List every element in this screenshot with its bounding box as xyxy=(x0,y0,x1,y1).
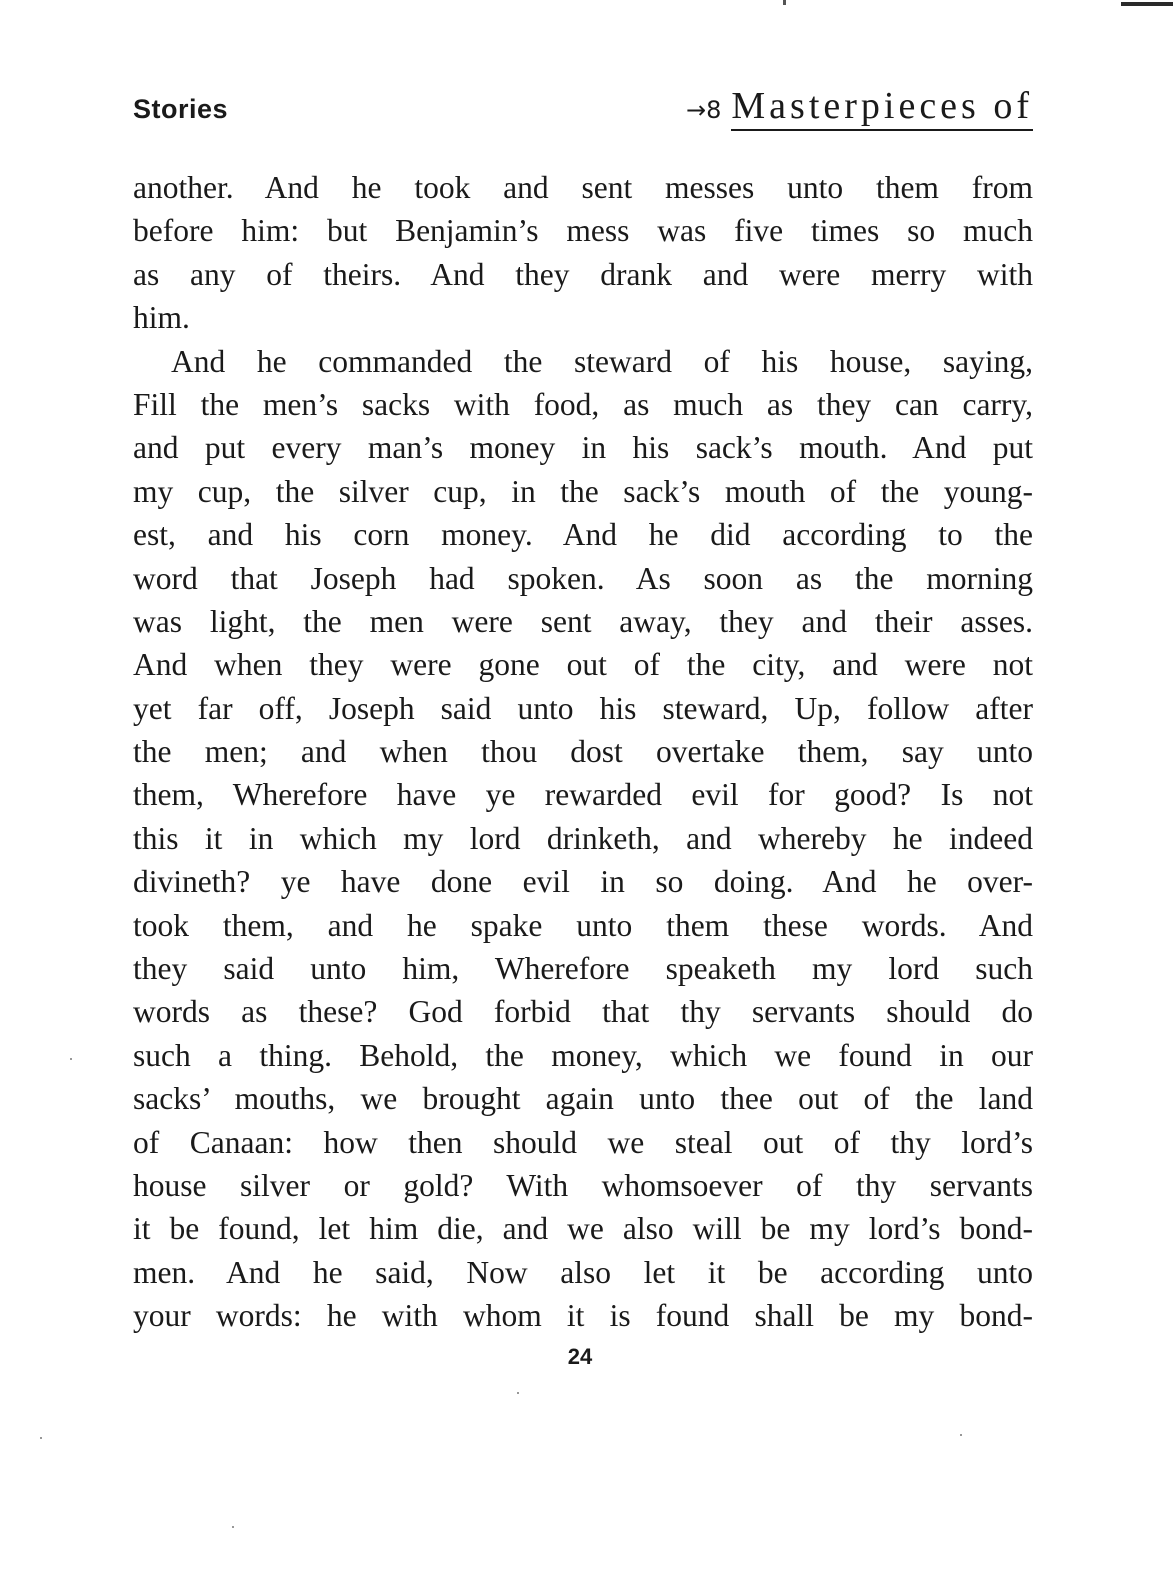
scan-speck xyxy=(517,1392,519,1394)
running-title-left: Stories xyxy=(133,94,229,124)
text-line: such a thing. Behold, the money, which we found in our xyxy=(133,1037,1033,1073)
scan-speck xyxy=(960,1434,962,1436)
page-number: 24 xyxy=(567,1344,593,1369)
arrow-ornament-icon: →8 xyxy=(685,96,722,124)
text-line: your words: he with whom it is found shall be my bond- xyxy=(133,1298,1033,1334)
text-line: they said unto him, Wherefore speaketh my lord such xyxy=(133,951,1033,987)
text-line: divineth? ye have done evil in so doing. And he over- xyxy=(133,864,1033,900)
running-title-right-group xyxy=(686,84,1033,131)
scan-edge-mark xyxy=(1121,2,1173,6)
text-line: house silver or gold? With whomsoever of thy servants xyxy=(133,1167,1033,1203)
text-line: est, and his corn money. And he did according to the xyxy=(133,517,1033,553)
body-text xyxy=(133,166,1033,1338)
text-line: words as these? God forbid that thy servants should do xyxy=(133,994,1033,1030)
scan-speck xyxy=(40,1437,42,1439)
text-line: of Canaan: how then should we steal out of thy lord’s xyxy=(133,1124,1033,1160)
text-line: another. And he took and sent messes unto them from xyxy=(133,170,1033,205)
text-line: word that Joseph had spoken. As soon as the morning xyxy=(133,560,1033,596)
text-line: and put every man’s money in his sack’s mouth. And put xyxy=(133,430,1033,466)
text-line: my cup, the silver cup, in the sack’s mouth of the young- xyxy=(133,473,1033,509)
scan-speck xyxy=(783,0,786,5)
text-line: And he commanded the steward of his house, saying, xyxy=(171,343,1033,379)
paragraph-1 xyxy=(133,166,1033,340)
text-line: him. xyxy=(133,300,190,336)
text-line: sacks’ mouths, we brought again unto thee out of the land xyxy=(133,1081,1033,1117)
text-line: the men; and when thou dost overtake them, say unto xyxy=(133,734,1033,770)
text-line: it be found, let him die, and we also will be my lord’s bond- xyxy=(133,1211,1033,1247)
text-line: men. And he said, Now also let it be according unto xyxy=(133,1254,1033,1290)
scan-speck xyxy=(70,1058,72,1060)
paragraph-2 xyxy=(133,340,1033,1338)
scan-speck xyxy=(232,1526,234,1528)
text-line: as any of theirs. And they drank and were merry with xyxy=(133,256,1033,292)
text-line: Fill the men’s sacks with food, as much as they can carry, xyxy=(133,386,1033,422)
running-header xyxy=(133,84,1033,134)
text-line: them, Wherefore have ye rewarded evil for good? Is not xyxy=(133,777,1033,813)
text-line: this it in which my lord drinketh, and whereby he indeed xyxy=(133,820,1033,856)
text-line: yet far off, Joseph said unto his steward, Up, follow after xyxy=(133,690,1033,726)
text-line: And when they were gone out of the city, and were not xyxy=(133,647,1033,683)
text-line: before him: but Benjamin’s mess was five times so much xyxy=(133,213,1033,249)
text-line: took them, and he spake unto them these words. And xyxy=(133,907,1033,943)
text-line: was light, the men were sent away, they and their asses. xyxy=(133,603,1033,639)
running-title-right: Masterpieces of xyxy=(731,84,1033,131)
